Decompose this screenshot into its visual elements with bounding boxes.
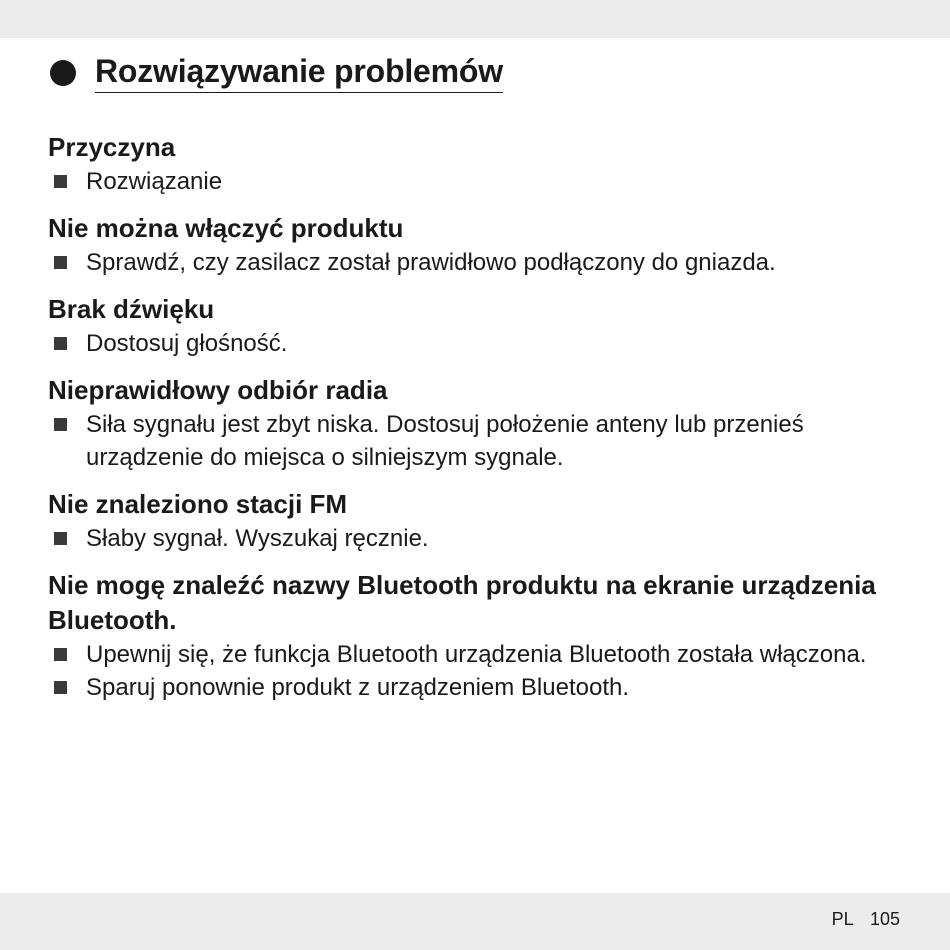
solution-column-header: Rozwiązanie <box>86 168 223 195</box>
list-item <box>48 408 908 474</box>
table-header <box>48 130 908 198</box>
solution-list <box>48 246 908 279</box>
bottom-band <box>0 893 950 950</box>
solution-list <box>48 408 908 474</box>
troubleshooting-entry <box>48 568 908 704</box>
solution-text: Upewnij się, że funkcja Bluetooth urządzenia Bluetooth została włączona. <box>86 641 867 668</box>
cause-heading: Brak dźwięku <box>48 294 215 324</box>
cause-heading: Nie mogę znaleźć nazwy Bluetooth produktu na ekranie urządzenia Bluetooth. <box>48 570 876 635</box>
page-title: Rozwiązywanie problemów <box>95 52 503 93</box>
solution-list <box>48 165 908 198</box>
troubleshooting-entry <box>48 211 908 279</box>
square-bullet-icon <box>54 532 67 545</box>
solution-list <box>48 522 908 555</box>
cause-column-header: Przyczyna <box>48 132 176 162</box>
square-bullet-icon <box>54 681 67 694</box>
top-band <box>0 0 950 38</box>
section-heading <box>50 52 503 93</box>
cause-heading: Nie można włączyć produktu <box>48 213 404 243</box>
list-item <box>48 246 908 279</box>
square-bullet-icon <box>54 175 67 188</box>
troubleshooting-list <box>48 130 908 704</box>
troubleshooting-entry <box>48 487 908 555</box>
solution-text: Siła sygnału jest zbyt niska. Dostosuj położenie anteny lub przenieś urządzenie do miejsca o silniejszym sygnale. <box>86 411 804 471</box>
troubleshooting-entry <box>48 373 908 474</box>
page-footer <box>832 908 900 930</box>
square-bullet-icon <box>54 256 67 269</box>
solution-text: Sprawdź, czy zasilacz został prawidłowo podłączony do gniazda. <box>86 249 776 276</box>
list-item <box>48 522 908 555</box>
solution-list <box>48 327 908 360</box>
language-code: PL <box>831 909 853 929</box>
section-bullet-icon <box>50 60 76 86</box>
list-item <box>48 327 908 360</box>
square-bullet-icon <box>54 418 67 431</box>
solution-text: Dostosuj głośność. <box>86 330 288 357</box>
list-item <box>48 671 908 704</box>
list-item <box>48 165 908 198</box>
list-item <box>48 638 908 671</box>
solution-text: Sparuj ponownie produkt z urządzeniem Bluetooth. <box>86 674 629 701</box>
solution-list <box>48 638 908 704</box>
page-number: 105 <box>869 909 900 929</box>
square-bullet-icon <box>54 648 67 661</box>
square-bullet-icon <box>54 337 67 350</box>
cause-heading: Nieprawidłowy odbiór radia <box>48 375 388 405</box>
solution-text: Słaby sygnał. Wyszukaj ręcznie. <box>86 525 429 552</box>
troubleshooting-entry <box>48 292 908 360</box>
cause-heading: Nie znaleziono stacji FM <box>48 489 348 519</box>
